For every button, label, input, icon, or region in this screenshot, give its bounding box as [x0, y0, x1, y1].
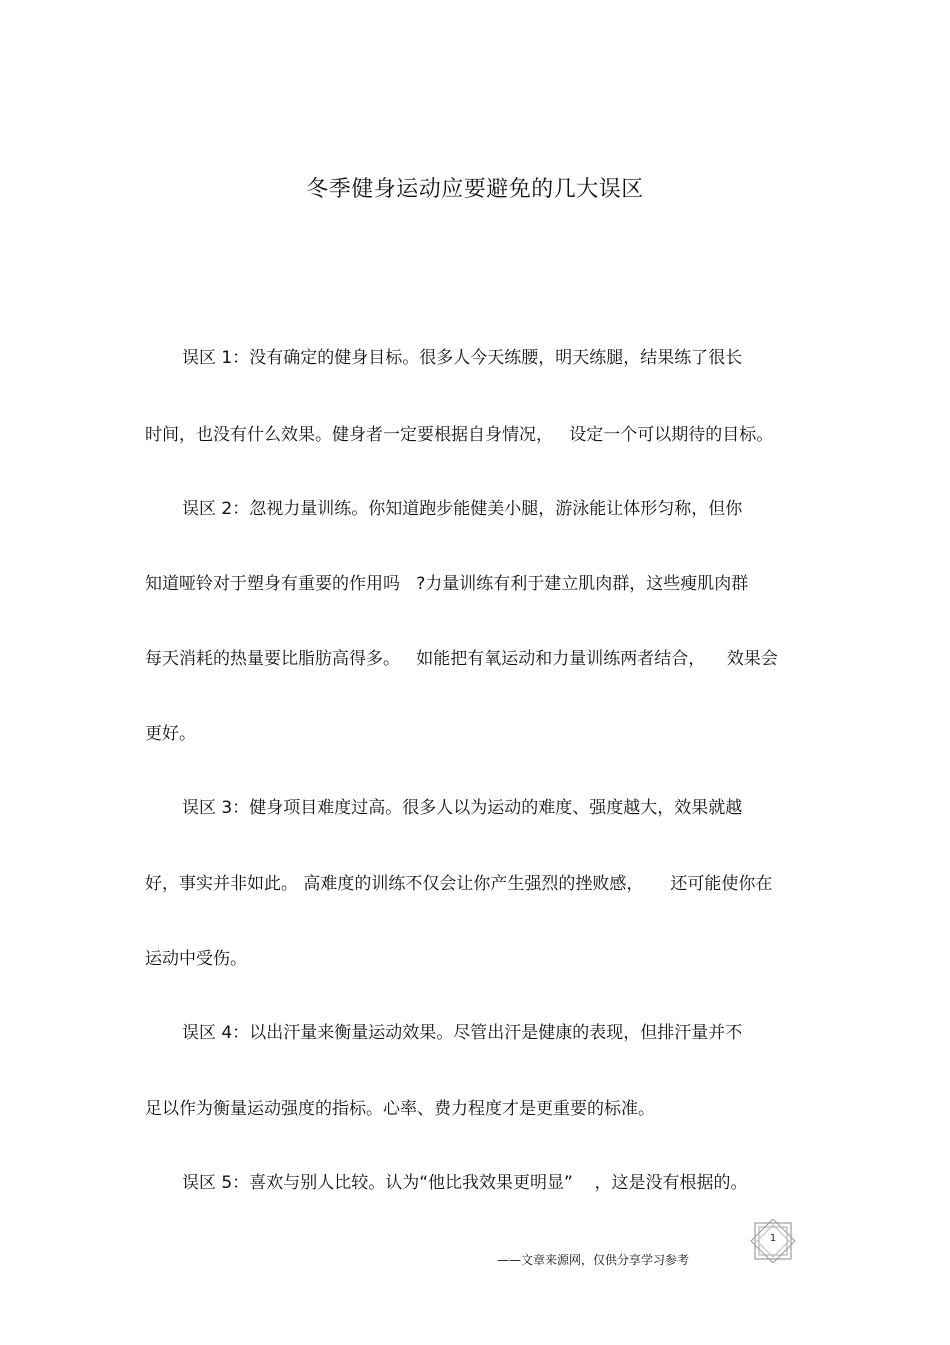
paragraph-line: 更好。: [145, 724, 196, 744]
paragraph-line: 运动中受伤。: [145, 949, 247, 969]
paragraph-line: 知道哑铃对于塑身有重要的作用吗 ?力量训练有利于建立肌肉群，这些瘦肌肉群: [145, 574, 749, 594]
footer-note: ——文章来源网，仅供分享学习参考: [497, 1253, 690, 1267]
paragraph-line: 好，事实并非如此。 高难度的训练不仅会让你产生强烈的挫败感， 还可能使你在: [145, 874, 773, 894]
paragraph-line: 误区 3：健身项目难度过高。很多人以为运动的难度、强度越大，效果就越: [182, 798, 743, 818]
page-number: 1: [769, 1233, 777, 1244]
paragraph-line: 误区 2：忽视力量训练。你知道跑步能健美小腿，游泳能让体形匀称，但你: [182, 499, 743, 519]
paragraph-line: 误区 1：没有确定的健身目标。很多人今天练腰，明天练腿，结果练了很长: [182, 348, 743, 368]
paragraph-line: 每天消耗的热量要比脂肪高得多。 如能把有氧运动和力量训练两者结合， 效果会: [145, 649, 778, 669]
paragraph-line: 时间，也没有什么效果。健身者一定要根据自身情况， 设定一个可以期待的目标。: [145, 425, 774, 445]
paragraph-line: 足以作为衡量运动强度的指标。心率、费力程度才是更重要的标准。: [145, 1099, 655, 1119]
paragraph-line: 误区 5：喜欢与别人比较。认为“他比我效果更明显” ，这是没有根据的。: [182, 1173, 748, 1193]
paragraph-line: 误区 4：以出汗量来衡量运动效果。尽管出汗是健康的表现，但排汗量并不: [182, 1023, 743, 1043]
page-number-badge: [749, 1219, 797, 1263]
document-title: 冬季健身运动应要避免的几大误区: [306, 177, 644, 202]
